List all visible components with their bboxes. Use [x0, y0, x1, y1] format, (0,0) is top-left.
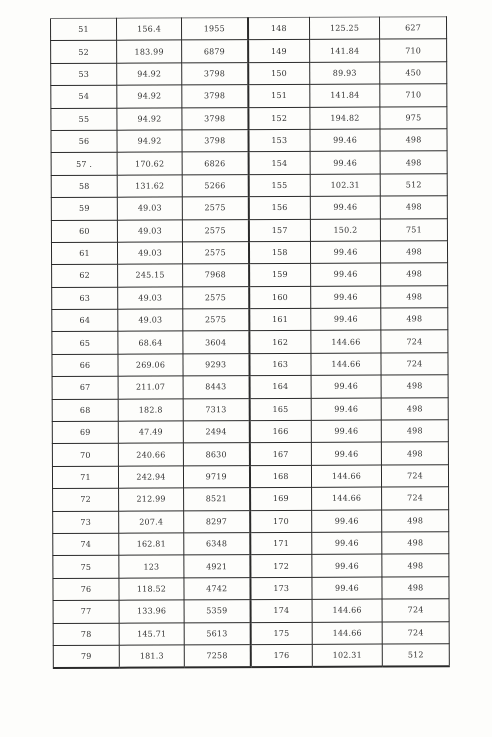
- right-area-cell: 99.46: [311, 375, 381, 398]
- right-area-cell: 99.46: [311, 442, 381, 465]
- table-row: [52, 353, 448, 377]
- table-row: [51, 241, 447, 265]
- right-index-cell: 148: [248, 17, 310, 40]
- right-index-cell: 149: [248, 40, 310, 63]
- left-amount-cell: 2575: [182, 219, 248, 242]
- left-index-cell: 66: [52, 354, 118, 377]
- left-amount-cell: 3604: [183, 331, 249, 354]
- left-amount-cell: 9293: [183, 353, 249, 376]
- right-amount-cell: 724: [381, 465, 448, 488]
- left-amount-cell: 4921: [184, 555, 250, 578]
- right-amount-cell: 751: [380, 218, 447, 241]
- right-area-cell: 99.46: [310, 151, 380, 174]
- left-amount-cell: 3798: [182, 62, 248, 85]
- right-amount-cell: 498: [381, 308, 448, 331]
- left-area-cell: 212.99: [119, 488, 184, 511]
- left-index-cell: 55: [51, 108, 117, 131]
- right-index-cell: 156: [248, 196, 310, 219]
- left-index-cell: 67: [52, 376, 118, 399]
- table-row: [52, 465, 448, 489]
- left-index-cell: 79: [53, 645, 119, 668]
- right-index-cell: 160: [249, 286, 311, 309]
- left-amount-cell: 5266: [182, 174, 248, 197]
- table-row: [51, 129, 447, 153]
- left-area-cell: 94.92: [117, 107, 182, 130]
- left-area-cell: 183.99: [117, 40, 182, 63]
- right-index-cell: 172: [250, 555, 312, 578]
- left-index-cell: 60: [51, 220, 117, 243]
- right-area-cell: 144.66: [312, 622, 382, 645]
- left-index-cell: 64: [52, 309, 118, 332]
- left-amount-cell: 5613: [184, 622, 250, 645]
- table-row: [51, 62, 447, 86]
- left-index-cell: 56: [51, 130, 117, 153]
- right-amount-cell: 498: [382, 554, 449, 577]
- table-row: [51, 174, 447, 198]
- right-area-cell: 144.66: [311, 465, 381, 488]
- table-row: [52, 308, 448, 332]
- right-area-cell: 144.66: [312, 487, 382, 510]
- table-row: [51, 39, 447, 63]
- left-amount-cell: 8630: [183, 443, 249, 466]
- left-index-cell: 78: [53, 623, 119, 646]
- table-row: [52, 420, 448, 444]
- left-area-cell: 123: [119, 555, 184, 578]
- right-area-cell: 144.66: [312, 599, 382, 622]
- right-area-cell: 141.84: [310, 39, 380, 62]
- left-area-cell: 245.15: [118, 264, 183, 287]
- table-row: [51, 218, 447, 242]
- left-amount-cell: 7258: [184, 645, 250, 668]
- left-index-cell: 65: [52, 332, 118, 355]
- table-row: [52, 330, 448, 354]
- right-index-cell: 174: [250, 600, 312, 623]
- left-index-cell: 61: [51, 242, 117, 265]
- left-amount-cell: 6826: [182, 152, 248, 175]
- left-area-cell: 211.07: [118, 376, 183, 399]
- table-row: [53, 532, 449, 556]
- right-area-cell: 99.46: [310, 241, 380, 264]
- left-amount-cell: 8297: [184, 510, 250, 533]
- right-index-cell: 154: [248, 152, 310, 175]
- left-amount-cell: 9719: [183, 465, 249, 488]
- table-body: [51, 17, 450, 669]
- right-index-cell: 162: [249, 331, 311, 354]
- left-area-cell: 242.94: [118, 466, 183, 489]
- right-area-cell: 99.46: [312, 510, 382, 533]
- left-area-cell: 182.8: [118, 399, 183, 422]
- left-area-cell: 49.03: [118, 309, 183, 332]
- right-index-cell: 161: [249, 308, 311, 331]
- right-index-cell: 166: [249, 420, 311, 443]
- right-area-cell: 99.46: [312, 554, 382, 577]
- right-amount-cell: 498: [381, 420, 448, 443]
- left-area-cell: 181.3: [119, 645, 184, 668]
- left-amount-cell: 2575: [182, 242, 248, 265]
- right-area-cell: 99.46: [311, 420, 381, 443]
- left-amount-cell: 2494: [183, 421, 249, 444]
- left-index-cell: 77: [53, 600, 119, 623]
- left-area-cell: 133.96: [119, 600, 184, 623]
- right-amount-cell: 724: [382, 621, 449, 644]
- left-area-cell: 156.4: [117, 18, 182, 41]
- left-area-cell: 145.71: [119, 622, 184, 645]
- table-row: [52, 285, 448, 309]
- table-row: [51, 106, 447, 130]
- table-row: [52, 375, 448, 399]
- right-index-cell: 158: [248, 241, 310, 264]
- left-index-cell: 53: [51, 63, 117, 86]
- left-index-cell: 73: [53, 511, 119, 534]
- left-index-cell: 69: [52, 421, 118, 444]
- left-index-cell: 72: [53, 488, 119, 511]
- right-amount-cell: 975: [380, 106, 447, 129]
- left-area-cell: 94.92: [117, 63, 182, 86]
- right-area-cell: 99.46: [311, 308, 381, 331]
- right-index-cell: 150: [248, 62, 310, 85]
- right-amount-cell: 724: [382, 487, 449, 510]
- right-area-cell: 125.25: [309, 17, 379, 40]
- right-area-cell: 141.84: [310, 84, 380, 107]
- table-row: [53, 621, 449, 645]
- left-area-cell: 269.06: [118, 354, 183, 377]
- table-row: [52, 442, 448, 466]
- right-amount-cell: 724: [381, 353, 448, 376]
- right-index-cell: 164: [249, 376, 311, 399]
- right-amount-cell: 498: [382, 577, 449, 600]
- right-amount-cell: 450: [380, 62, 447, 85]
- left-index-cell: 68: [52, 399, 118, 422]
- right-amount-cell: 710: [380, 39, 447, 62]
- left-area-cell: 240.66: [118, 443, 183, 466]
- left-index-cell: 54: [51, 85, 117, 108]
- right-amount-cell: 498: [382, 509, 449, 532]
- left-amount-cell: 2575: [183, 309, 249, 332]
- right-area-cell: 99.46: [312, 577, 382, 600]
- right-area-cell: 99.46: [310, 196, 380, 219]
- right-amount-cell: 498: [380, 241, 447, 264]
- left-amount-cell: 2575: [183, 286, 249, 309]
- right-amount-cell: 498: [381, 263, 448, 286]
- data-table: [50, 16, 450, 669]
- right-amount-cell: 724: [381, 330, 448, 353]
- right-amount-cell: 498: [381, 285, 448, 308]
- left-amount-cell: 3798: [182, 130, 248, 153]
- right-amount-cell: 512: [380, 174, 447, 197]
- left-amount-cell: 5359: [184, 600, 250, 623]
- right-index-cell: 173: [250, 577, 312, 600]
- right-area-cell: 194.82: [310, 107, 380, 130]
- right-area-cell: 144.66: [311, 331, 381, 354]
- left-area-cell: 118.52: [119, 578, 184, 601]
- left-index-cell: 62: [52, 265, 118, 288]
- right-area-cell: 99.46: [311, 286, 381, 309]
- left-amount-cell: 3798: [182, 107, 248, 130]
- left-area-cell: 68.64: [118, 331, 183, 354]
- right-area-cell: 99.46: [312, 532, 382, 555]
- right-area-cell: 99.46: [310, 129, 380, 152]
- right-index-cell: 159: [249, 264, 311, 287]
- table-row: [52, 397, 448, 421]
- right-amount-cell: 627: [379, 17, 446, 40]
- right-index-cell: 169: [250, 488, 312, 511]
- right-index-cell: 155: [248, 174, 310, 197]
- right-amount-cell: 498: [380, 196, 447, 219]
- left-area-cell: 49.03: [118, 287, 183, 310]
- left-amount-cell: 8521: [184, 488, 250, 511]
- right-amount-cell: 498: [381, 442, 448, 465]
- right-index-cell: 167: [249, 443, 311, 466]
- left-index-cell: 74: [53, 533, 119, 556]
- table-row: [53, 487, 449, 511]
- left-area-cell: 94.92: [117, 130, 182, 153]
- left-index-cell: 57 .: [51, 153, 117, 176]
- table-row: [51, 196, 447, 220]
- right-amount-cell: 498: [382, 532, 449, 555]
- right-area-cell: 89.93: [310, 62, 380, 85]
- left-index-cell: 59: [51, 197, 117, 220]
- right-index-cell: 163: [249, 353, 311, 376]
- left-amount-cell: 4742: [184, 577, 250, 600]
- left-amount-cell: 6879: [182, 40, 248, 63]
- right-index-cell: 175: [250, 622, 312, 645]
- left-index-cell: 71: [52, 466, 118, 489]
- left-index-cell: 63: [52, 287, 118, 310]
- right-index-cell: 170: [250, 510, 312, 533]
- right-index-cell: 157: [248, 219, 310, 242]
- left-index-cell: 70: [52, 444, 118, 467]
- right-index-cell: 151: [248, 85, 310, 108]
- table-row: [51, 17, 447, 41]
- right-amount-cell: 498: [381, 375, 448, 398]
- right-index-cell: 168: [249, 465, 311, 488]
- right-area-cell: 144.66: [311, 353, 381, 376]
- left-index-cell: 51: [51, 18, 117, 41]
- table-row: [53, 599, 449, 623]
- table-row: [53, 644, 449, 669]
- table-row: [51, 84, 447, 108]
- left-amount-cell: 6348: [184, 533, 250, 556]
- right-area-cell: 99.46: [311, 263, 381, 286]
- left-amount-cell: 2575: [182, 197, 248, 220]
- left-area-cell: 49.03: [117, 242, 182, 265]
- left-area-cell: 49.03: [117, 197, 182, 220]
- right-area-cell: 150.2: [310, 219, 380, 242]
- table-row: [51, 151, 447, 175]
- left-amount-cell: 8443: [183, 376, 249, 399]
- left-area-cell: 47.49: [118, 421, 183, 444]
- table-row: [53, 577, 449, 601]
- left-area-cell: 170.62: [117, 152, 182, 175]
- right-index-cell: 176: [250, 644, 312, 667]
- right-area-cell: 102.31: [310, 174, 380, 197]
- right-amount-cell: 724: [382, 599, 449, 622]
- left-index-cell: 75: [53, 556, 119, 579]
- left-amount-cell: 3798: [182, 85, 248, 108]
- left-area-cell: 94.92: [117, 85, 182, 108]
- left-area-cell: 49.03: [117, 219, 182, 242]
- right-area-cell: 99.46: [311, 398, 381, 421]
- left-index-cell: 52: [51, 41, 117, 64]
- left-area-cell: 207.4: [119, 511, 184, 534]
- right-area-cell: 102.31: [312, 644, 382, 667]
- right-index-cell: 153: [248, 129, 310, 152]
- left-amount-cell: 1955: [182, 18, 248, 41]
- table-row: [53, 554, 449, 578]
- left-index-cell: 58: [51, 175, 117, 198]
- right-amount-cell: 512: [382, 644, 449, 667]
- right-index-cell: 165: [249, 398, 311, 421]
- left-index-cell: 76: [53, 578, 119, 601]
- right-amount-cell: 498: [380, 129, 447, 152]
- right-amount-cell: 498: [381, 397, 448, 420]
- right-index-cell: 152: [248, 107, 310, 130]
- table-row: [53, 509, 449, 533]
- left-area-cell: 162.81: [119, 533, 184, 556]
- left-amount-cell: 7968: [183, 264, 249, 287]
- right-amount-cell: 498: [380, 151, 447, 174]
- table-row: [52, 263, 448, 287]
- right-index-cell: 171: [250, 532, 312, 555]
- left-area-cell: 131.62: [117, 175, 182, 198]
- right-amount-cell: 710: [380, 84, 447, 107]
- left-amount-cell: 7313: [183, 398, 249, 421]
